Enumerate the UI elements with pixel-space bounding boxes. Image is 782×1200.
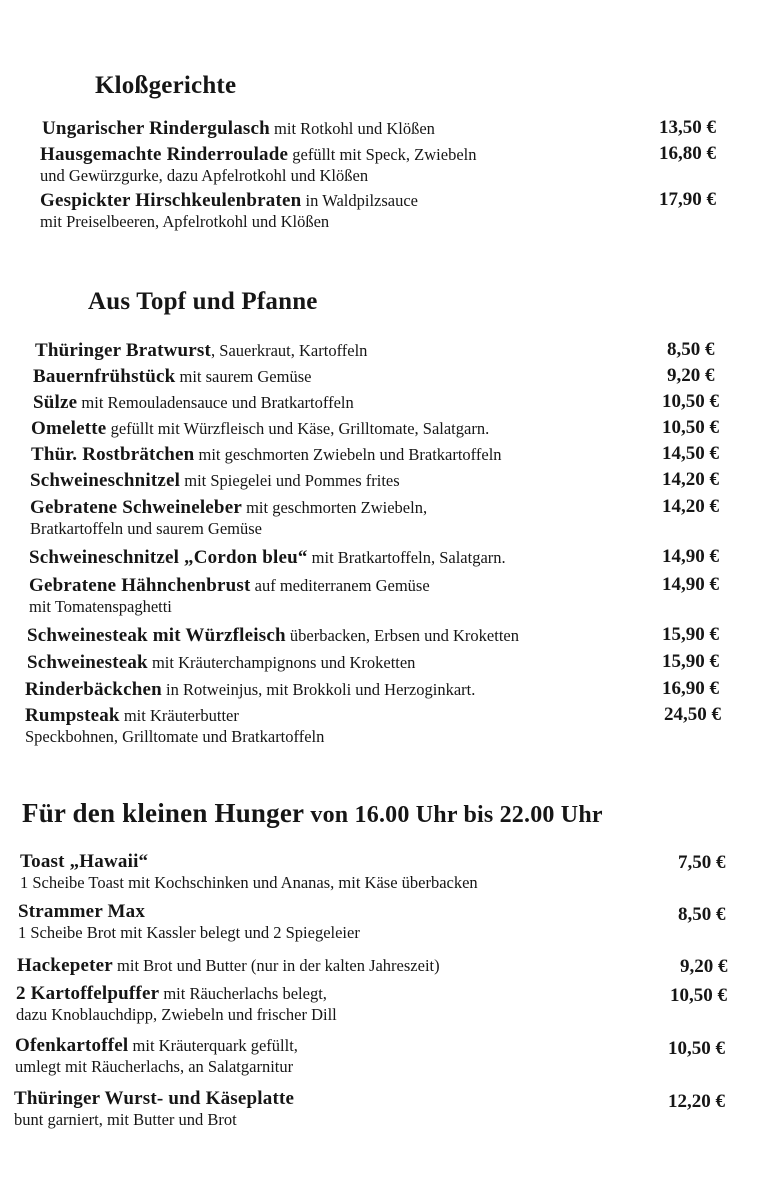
item-price: 10,50 € xyxy=(662,417,719,438)
item-name: Omelette xyxy=(31,418,107,439)
item-description: mit Rotkohl und Klößen xyxy=(269,119,435,138)
item-price: 14,20 € xyxy=(662,469,719,490)
item-price: 13,50 € xyxy=(659,117,716,138)
item-name: Sülze xyxy=(33,392,78,413)
item-description: mit Kräuterchampignons und Kroketten xyxy=(147,653,416,672)
item-name: Bauernfrühstück xyxy=(33,366,176,387)
item-name: Ungarischer Rindergulasch xyxy=(42,118,270,139)
item-price: 8,50 € xyxy=(678,904,726,925)
item-description: mit Brot und Butter (nur in der kalten Jahreszeit) xyxy=(112,956,440,975)
menu-item xyxy=(33,392,354,413)
item-description-line2: 1 Scheibe Brot mit Kassler belegt und 2 Spiegeleier xyxy=(18,923,360,942)
item-description-line2: dazu Knoblauchdipp, Zwiebeln und frischer Dill xyxy=(16,1005,337,1024)
menu-item xyxy=(31,418,489,439)
item-description-line2: Bratkartoffeln und saurem Gemüse xyxy=(30,519,262,538)
item-description: in Rotweinjus, mit Brokkoli und Herzoginkart. xyxy=(161,680,476,699)
item-price: 14,50 € xyxy=(662,443,719,464)
item-name: Hackepeter xyxy=(17,955,113,976)
item-name: Thüringer Wurst- und Käseplatte xyxy=(14,1088,295,1109)
item-name: Schweinesteak xyxy=(27,652,148,673)
item-name: Schweinesteak mit Würzfleisch xyxy=(27,625,286,646)
item-price: 7,50 € xyxy=(678,852,726,873)
item-name: Thür. Rostbrätchen xyxy=(31,444,195,465)
menu-item xyxy=(14,1088,294,1130)
item-description-line2: umlegt mit Räucherlachs, an Salatgarnitur xyxy=(15,1057,294,1076)
item-description: mit Spiegelei und Pommes frites xyxy=(180,471,400,490)
item-name: Toast „Hawaii“ xyxy=(20,851,149,872)
menu-item xyxy=(15,1035,298,1077)
item-description: mit Kräuterquark gefüllt, xyxy=(128,1036,298,1055)
item-description: mit geschmorten Zwiebeln und Bratkartoffeln xyxy=(194,445,502,464)
menu-item xyxy=(17,955,440,976)
item-name: Gespickter Hirschkeulenbraten xyxy=(40,190,302,211)
item-name: Gebratene Hähnchenbrust xyxy=(29,575,251,596)
menu-item xyxy=(30,497,427,539)
item-description-line2: mit Tomatenspaghetti xyxy=(29,597,172,616)
section-title-topf-pfanne: Aus Topf und Pfanne xyxy=(88,288,318,315)
section-title-text: Für den kleinen Hunger xyxy=(22,798,305,828)
item-name: Schweineschnitzel xyxy=(30,470,181,491)
menu-item xyxy=(16,983,337,1025)
section-title-kleiner-hunger xyxy=(22,798,603,829)
item-description: mit Bratkartoffeln, Salatgarn. xyxy=(307,548,506,567)
item-name: Thüringer Bratwurst xyxy=(35,340,212,361)
item-name: Rinderbäckchen xyxy=(25,679,162,700)
item-description: mit Räucherlachs belegt, xyxy=(159,984,327,1003)
menu-item xyxy=(40,144,477,186)
item-price: 15,90 € xyxy=(662,651,719,672)
item-description: mit saurem Gemüse xyxy=(175,367,312,386)
item-description: mit Kräuterbutter xyxy=(119,706,239,725)
section-subtitle: von 16.00 Uhr bis 22.00 Uhr xyxy=(304,802,603,828)
menu-item xyxy=(29,547,506,568)
item-name: 2 Kartoffelpuffer xyxy=(16,983,160,1004)
item-price: 8,50 € xyxy=(667,339,715,360)
item-name: Gebratene Schweineleber xyxy=(30,497,242,518)
item-name: Strammer Max xyxy=(18,901,146,922)
item-price: 14,90 € xyxy=(662,574,719,595)
item-price: 10,50 € xyxy=(668,1038,725,1059)
item-description: mit geschmorten Zwiebeln, xyxy=(241,498,428,517)
item-price: 14,90 € xyxy=(662,546,719,567)
item-price: 9,20 € xyxy=(667,365,715,386)
menu-item xyxy=(18,901,360,943)
item-description: in Waldpilzsauce xyxy=(301,191,419,210)
menu-item xyxy=(31,444,502,465)
item-name: Schweineschnitzel „Cordon bleu“ xyxy=(29,547,308,568)
item-description: überbacken, Erbsen und Kroketten xyxy=(285,626,519,645)
item-description: mit Remouladensauce und Bratkartoffeln xyxy=(77,393,354,412)
menu-item xyxy=(27,652,415,673)
menu-item xyxy=(42,118,435,139)
item-description: auf mediterranem Gemüse xyxy=(250,576,430,595)
item-description: gefüllt mit Speck, Zwiebeln xyxy=(288,145,477,164)
item-description: , Sauerkraut, Kartoffeln xyxy=(211,341,368,360)
item-description-line2: Speckbohnen, Grilltomate und Bratkartoffeln xyxy=(25,727,325,746)
section-title-klossgerichte: Kloßgerichte xyxy=(95,72,237,99)
item-price: 17,90 € xyxy=(659,189,716,210)
item-description: gefüllt mit Würzfleisch und Käse, Grilltomate, Salatgarn. xyxy=(106,419,490,438)
menu-item xyxy=(35,340,367,361)
item-price: 10,50 € xyxy=(670,985,727,1006)
menu-item xyxy=(33,366,311,387)
menu-item xyxy=(25,705,324,747)
menu-item xyxy=(30,470,400,491)
item-name: Hausgemachte Rinderroulade xyxy=(40,144,289,165)
item-price: 24,50 € xyxy=(664,704,721,725)
item-price: 16,80 € xyxy=(659,143,716,164)
item-name: Ofenkartoffel xyxy=(15,1035,129,1056)
item-price: 9,20 € xyxy=(680,956,728,977)
item-name: Rumpsteak xyxy=(25,705,120,726)
menu-item xyxy=(29,575,430,617)
item-price: 15,90 € xyxy=(662,624,719,645)
menu-item xyxy=(20,851,478,893)
item-price: 12,20 € xyxy=(668,1091,725,1112)
item-description-line2: 1 Scheibe Toast mit Kochschinken und Ananas, mit Käse überbacken xyxy=(20,873,478,892)
item-price: 14,20 € xyxy=(662,496,719,517)
item-price: 10,50 € xyxy=(662,391,719,412)
menu-item xyxy=(27,625,519,646)
menu-item xyxy=(40,190,418,232)
item-description-line2: und Gewürzgurke, dazu Apfelrotkohl und Klößen xyxy=(40,166,369,185)
item-price: 16,90 € xyxy=(662,678,719,699)
item-description-line2: mit Preiselbeeren, Apfelrotkohl und Klößen xyxy=(40,212,330,231)
item-description-line2: bunt garniert, mit Butter und Brot xyxy=(14,1110,237,1129)
menu-item xyxy=(25,679,475,700)
